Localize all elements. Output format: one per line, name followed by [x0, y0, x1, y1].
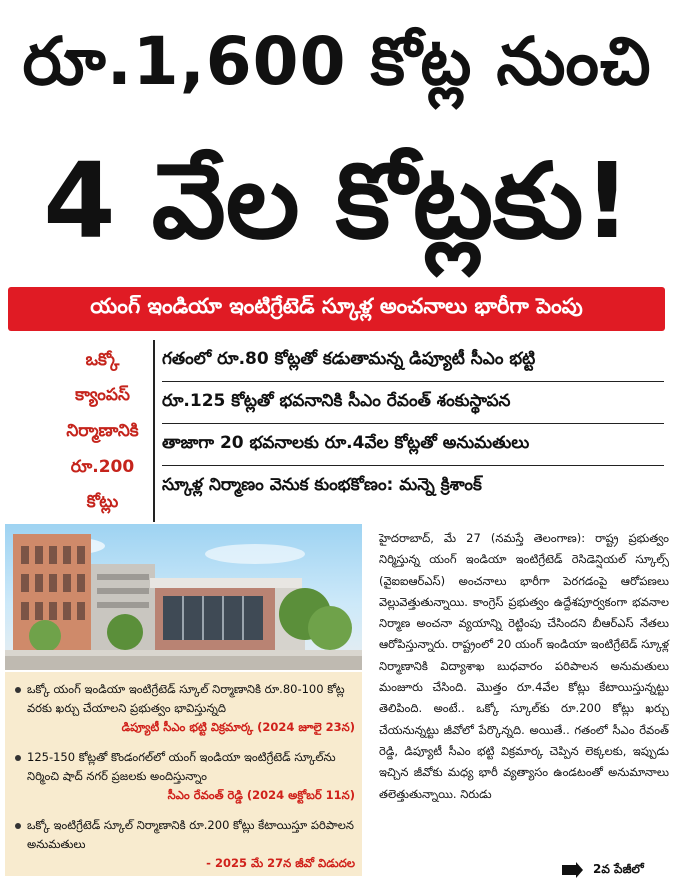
bullet-dot-icon	[15, 687, 21, 693]
key-point: తాజాగా 20 భవనాలకు రూ.4వేల కోట్లతో అనుమతులు	[162, 424, 664, 466]
continue-arrow-icon	[560, 862, 584, 878]
quote-item	[15, 748, 355, 805]
key-point: స్కూళ్ల నిర్మాణం వెనుక కుంభకోణం: మన్నె క్రిశాంక్	[162, 474, 482, 495]
key-point: రూ.125 కోట్లతో భవనానికి సీఎం రేవంత్ శంకుస్థాపన	[162, 382, 664, 424]
highlight-line: కోట్లు	[86, 492, 119, 513]
school-building-photo	[5, 524, 362, 670]
bullet-dot-icon	[15, 755, 21, 761]
quote-text: ఒక్కో యంగ్ ఇండియా ఇంటిగ్రేటెడ్ స్కూల్ నిర్మాణానికి రూ.80-100 కోట్ల వరకు ఖర్చు చేయాలని ప్రభుత్వం భావిస్తున్నది	[27, 682, 345, 715]
highlight-line: రూ.200	[70, 456, 135, 477]
article-paragraph: హైదరాబాద్, మే 27 (నమస్తే తెలంగాణ): రాష్ట్ర ప్రభుత్వం నిర్మిస్తున్న యంగ్ ఇండియా ఇంటిగ్రేటెడ్ రెసిడెన్షియల్ స్కూల్స్ (వైఐఐఆర్ఎస్) అంచనాలు భారీగా పెరగడంపై ఆరోపణలు వెల్లువెత్తుతున్నాయి. కాంగ్రెస్ ప్రభుత్వం ఉద్దేశపూర్వకంగా భవనాల నిర్మాణ అంచనా వ్యయాన్ని రెట్టింపు చేసిందని బీఆర్ఎస్ నేతలు ఆరోపిస్తున్నారు. రాష్ట్రంలో 20 యంగ్ ఇండియా ఇంటిగ్రేటెడ్ స్కూళ్ల నిర్మాణానికి విద్యాశాఖ బుధవారం పరిపాలన అనుమతులు మంజూరు చేసింది. మొత్తం రూ.4వేల కోట్లు కేటాయిస్తున్నట్టు తెలిపింది. అంటే.. ఒక్కో స్కూల్‌కు రూ.200 కోట్లు ఖర్చు చేయనున్నట్టు జీవోలో పేర్కొన్నది. అయితే.. గతంలో సీఎం రేవంత్ రెడ్డి, డిప్యూటీ సీఎం భట్టి విక్రమార్క చెప్పిన లెక్కలకు, ఇప్పుడు ఇచ్చిన జీవోకు మధ్య భారీ వ్యత్యాసం ఉండటంతో అనుమానాలు తలెత్తుతున్నాయి. నిరుడు	[379, 531, 669, 801]
quote-item	[15, 816, 355, 873]
quote-text: 125-150 కోట్లతో కొండంగల్‌లో యంగ్ ఇండియా ఇంటిగ్రేటెడ్ స్కూల్‌ను నిర్మించి షాద్ నగర్ ప్రజలకు అందిస్తున్నాం	[27, 750, 336, 783]
headline-line-1: రూ.1,600 కోట్ల నుంచి	[22, 23, 652, 100]
quote-source: - 2025 మే 27న జీవో విడుదల	[206, 856, 355, 870]
subtitle-banner	[8, 287, 665, 331]
article-body	[379, 528, 669, 805]
bullet-dot-icon	[15, 823, 21, 829]
continued-on-page: 2వ పేజీలో	[593, 862, 644, 876]
highlight-line: క్యాంపస్	[75, 385, 130, 406]
subtitle-text: యంగ్ ఇండియా ఇంటిగ్రేటెడ్ స్కూళ్ల అంచనాలు భారీగా పెంపు	[90, 294, 583, 318]
highlight-box	[52, 340, 155, 522]
key-points-list	[162, 340, 664, 507]
quote-source: సీఎం రేవంత్ రెడ్డి (2024 అక్టోబర్ 11న)	[167, 788, 355, 802]
quote-item	[15, 680, 355, 737]
quote-source: డిప్యూటీ సీఎం భట్టి విక్రమార్క (2024 జూలై 23న)	[121, 720, 355, 734]
highlight-line: నిర్మాణానికి	[66, 420, 139, 441]
headline-line-2: 4 వేల కోట్లకు!	[43, 140, 631, 262]
quotes-panel	[5, 672, 362, 876]
key-point: గతంలో రూ.80 కోట్లతో కడుతామన్న డిప్యూటీ సీఎం భట్టి	[162, 340, 664, 382]
quote-text: ఒక్కో ఇంటిగ్రేటెడ్ స్కూల్ నిర్మాణానికి రూ.200 కోట్లు కేటాయిస్తూ పరిపాలన అనుమతులు	[27, 818, 354, 851]
school-building-illustration	[5, 524, 362, 670]
highlight-line: ఒక్కో	[85, 349, 120, 370]
